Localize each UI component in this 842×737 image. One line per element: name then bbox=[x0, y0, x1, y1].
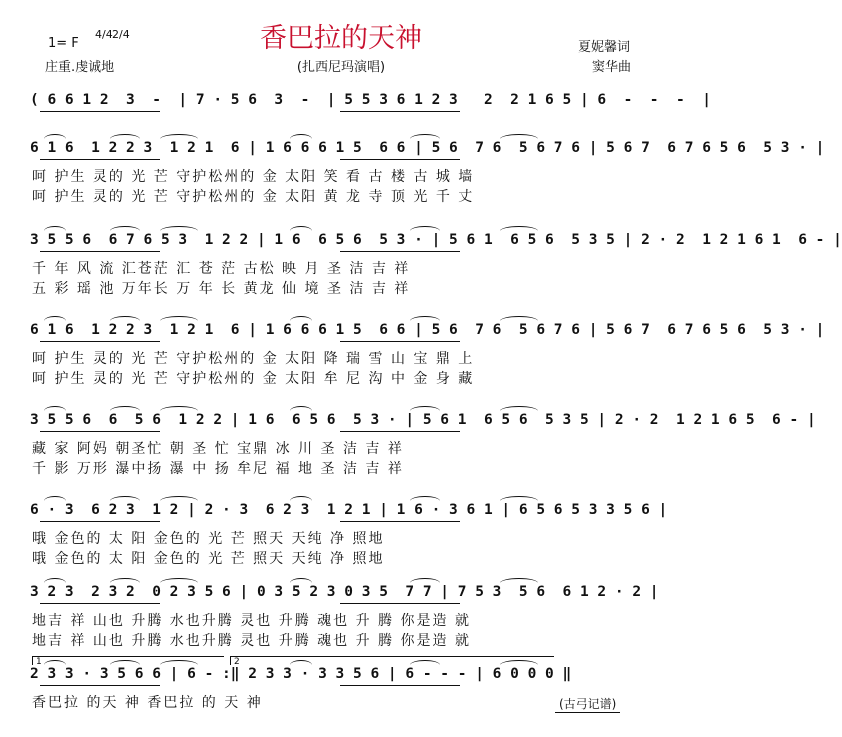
slur-mark bbox=[44, 578, 66, 583]
notation-line-2-notes: 6 1 6 1 2 2 3 1 2 1 6 | 1 6 6 6 1 5 6 6 | 5 6 7 6 5 6 7 6 | 5 6 7 6 7 6 5 6 5 3 · | bbox=[30, 140, 825, 156]
slur-mark bbox=[290, 226, 312, 231]
beam-line bbox=[40, 251, 160, 252]
slur-mark bbox=[110, 226, 140, 231]
slur-mark bbox=[110, 406, 140, 411]
slur-mark bbox=[110, 316, 140, 321]
notation-line-8-notes: 2 3 3 · 3 5 6 6 | 6 - :‖ 2 3 3 · 3 3 5 6 | 6 - - - | 6 0 0 0 ‖ bbox=[30, 666, 572, 682]
slur-mark bbox=[160, 496, 198, 501]
slur-mark bbox=[500, 578, 538, 583]
slur-mark bbox=[160, 134, 198, 139]
beam-line bbox=[40, 111, 160, 112]
beam-line bbox=[340, 685, 460, 686]
slur-mark bbox=[410, 406, 440, 411]
slur-mark bbox=[290, 496, 312, 501]
slur-mark bbox=[44, 406, 66, 411]
lyric-line: 哦 金色的 太 阳 金色的 光 芒 照天 天纯 净 照地 bbox=[32, 531, 385, 547]
beam-line bbox=[340, 521, 460, 522]
beam-line bbox=[340, 251, 460, 252]
slur-mark bbox=[290, 316, 312, 321]
slur-mark bbox=[410, 134, 440, 139]
song-subtitle: (扎西尼玛演唱) bbox=[296, 60, 386, 75]
slur-mark bbox=[290, 134, 312, 139]
time-signature-1: 4/4 bbox=[95, 28, 113, 41]
composer-credit: 窦华曲 bbox=[592, 60, 632, 75]
beam-line bbox=[40, 341, 160, 342]
notation-line-1-notes: ( 6 6 1 2 3 - | 7 · 5 6 3 - | 5 5 3 6 1 2 3 2 2 1 6 5 | 6 - - - | bbox=[30, 92, 711, 108]
lyric-line: 地吉 祥 山也 升腾 水也升腾 灵也 升腾 魂也 升 腾 你是造 就 bbox=[32, 613, 471, 629]
time-signature-2: 2/4 bbox=[112, 28, 130, 41]
notation-line-3-notes: 3 5 5 6 6 7 6 5 3 1 2 2 | 1 6 6 5 6 5 3 · | 5 6 1 6 5 6 5 3 5 | 2 · 2 1 2 1 6 1 6 - | bbox=[30, 232, 842, 248]
slur-mark bbox=[410, 578, 440, 583]
slur-mark bbox=[44, 226, 66, 231]
slur-mark bbox=[410, 496, 440, 501]
beam-line bbox=[40, 603, 160, 604]
lyric-line: 地吉 祥 山也 升腾 水也升腾 灵也 升腾 魂也 升 腾 你是造 就 bbox=[32, 633, 471, 649]
slur-mark bbox=[500, 316, 538, 321]
lyric-line: 哦 金色的 太 阳 金色的 光 芒 照天 天纯 净 照地 bbox=[32, 551, 385, 567]
notation-line-7-notes: 3 2 3 2 3 2 0 2 3 5 6 | 0 3 5 2 3 0 3 5 7 7 | 7 5 3 5 6 6 1 2 · 2 | bbox=[30, 584, 659, 600]
lyricist-credit: 夏妮馨词 bbox=[578, 40, 631, 55]
slur-mark bbox=[410, 316, 440, 321]
volta-first: 1 bbox=[32, 656, 224, 665]
lyric-line: 千 影 万形 瀑中扬 瀑 中 扬 牟尼 福 地 圣 洁 吉 祥 bbox=[32, 461, 404, 477]
lyric-line: 香巴拉 的天 神 香巴拉 的 天 神 bbox=[32, 695, 263, 711]
notation-line-6-notes: 6 · 3 6 2 3 1 2 | 2 · 3 6 2 3 1 2 1 | 1 6 · 3 6 1 | 6 5 6 5 3 3 5 6 | bbox=[30, 502, 668, 518]
beam-line bbox=[40, 685, 160, 686]
slur-mark bbox=[290, 578, 312, 583]
slur-mark bbox=[160, 578, 198, 583]
slur-mark bbox=[500, 496, 538, 501]
song-title: 香巴拉的天神 bbox=[260, 23, 422, 54]
lyric-line: 呵 护生 灵的 光 芒 守护松州的 金 太阳 笑 看 古 楼 古 城 墙 bbox=[32, 169, 475, 185]
slur-mark bbox=[500, 134, 538, 139]
slur-mark bbox=[160, 226, 198, 231]
slur-mark bbox=[500, 226, 538, 231]
slur-mark bbox=[160, 316, 198, 321]
lyric-line: 呵 护生 灵的 光 芒 守护松州的 金 太阳 黄 龙 寺 顶 光 千 丈 bbox=[32, 189, 475, 205]
slur-mark bbox=[44, 134, 66, 139]
slur-mark bbox=[44, 316, 66, 321]
lyric-line: 千 年 风 流 汇苍茫 汇 苍 茫 古松 映 月 圣 洁 吉 祥 bbox=[32, 261, 411, 277]
beam-line bbox=[340, 111, 460, 112]
lyric-line: 呵 护生 灵的 光 芒 守护松州的 金 太阳 降 瑞 雪 山 宝 鼎 上 bbox=[32, 351, 475, 367]
lyric-line: 五 彩 瑶 池 万年长 万 年 长 黄龙 仙 境 圣 洁 吉 祥 bbox=[32, 281, 411, 297]
beam-line bbox=[340, 603, 460, 604]
transcriber-stamp: (古弓记谱) bbox=[555, 695, 620, 713]
slur-mark bbox=[410, 226, 440, 231]
slur-mark bbox=[110, 496, 140, 501]
slur-mark bbox=[500, 406, 538, 411]
lyric-line: 藏 家 阿妈 朝圣忙 朝 圣 忙 宝鼎 冰 川 圣 洁 吉 祥 bbox=[32, 441, 404, 457]
beam-line bbox=[40, 159, 160, 160]
slur-mark bbox=[110, 578, 140, 583]
beam-line bbox=[340, 431, 460, 432]
beam-line bbox=[40, 431, 160, 432]
key-signature: 1= F bbox=[48, 36, 79, 51]
tempo-marking: 庄重.虔诚地 bbox=[45, 60, 115, 75]
beam-line bbox=[40, 521, 160, 522]
notation-line-1 bbox=[30, 92, 711, 134]
beam-line bbox=[340, 159, 460, 160]
slur-mark bbox=[110, 134, 140, 139]
volta-second: 2 bbox=[230, 656, 554, 665]
slur-mark bbox=[290, 406, 312, 411]
beam-line bbox=[340, 341, 460, 342]
slur-mark bbox=[160, 406, 198, 411]
notation-line-5-notes: 3 5 5 6 6 5 6 1 2 2 | 1 6 6 5 6 5 3 · | 5 6 1 6 5 6 5 3 5 | 2 · 2 1 2 1 6 5 6 - | bbox=[30, 412, 816, 428]
slur-mark bbox=[44, 496, 66, 501]
lyric-line: 呵 护生 灵的 光 芒 守护松州的 金 太阳 牟 尼 沟 中 金 身 藏 bbox=[32, 371, 475, 387]
notation-line-4-notes: 6 1 6 1 2 2 3 1 2 1 6 | 1 6 6 6 1 5 6 6 | 5 6 7 6 5 6 7 6 | 5 6 7 6 7 6 5 6 5 3 · | bbox=[30, 322, 825, 338]
